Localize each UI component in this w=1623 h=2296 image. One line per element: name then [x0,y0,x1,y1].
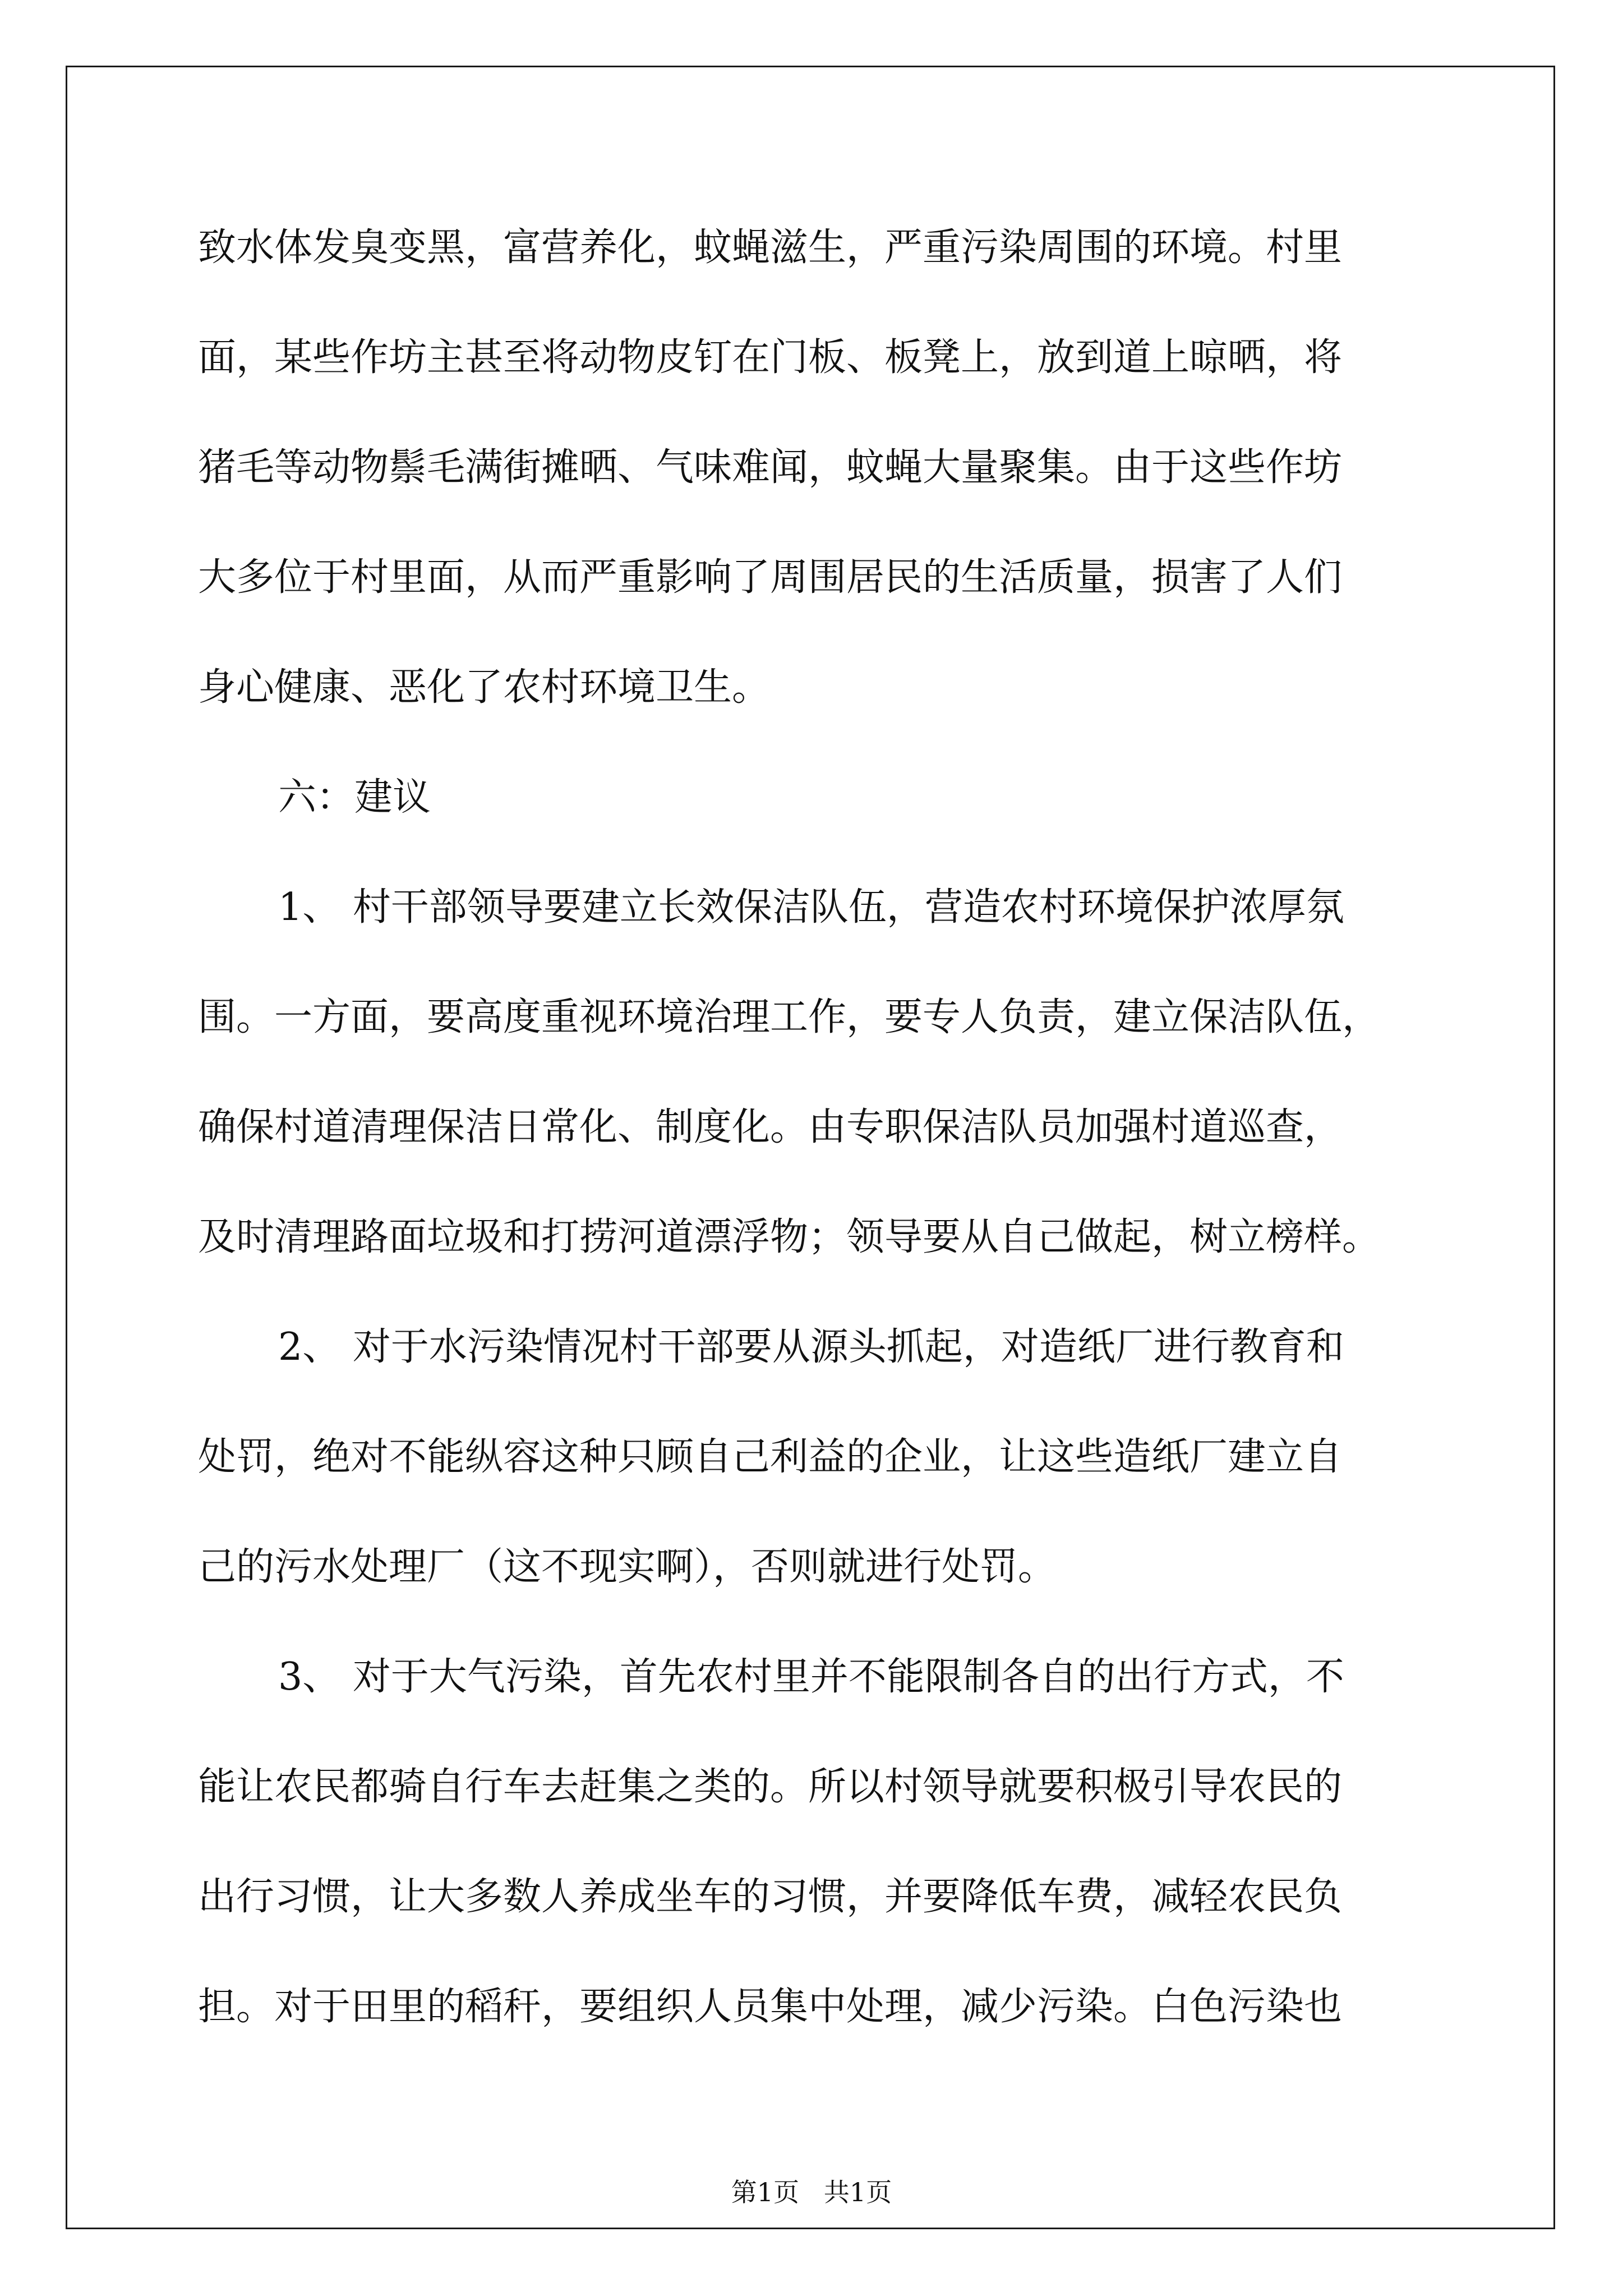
page-number-footer: 第1页 共1页 [731,2177,892,2207]
text-line: 围。一方面，要高度重视环境治理工作，要专人负责，建立保洁队伍， [198,995,1381,1039]
text-line: 处罚，绝对不能纵容这种只顾自己利益的企业，让这些造纸厂建立自 [198,1435,1343,1479]
text-line: 己的污水处理厂（这不现实啊），否则就进行处罚。 [198,1545,1057,1589]
text-line: 致水体发臭变黑，富营养化，蚊蝇滋生，严重污染周围的环境。村里 [198,226,1343,270]
text-line: 确保村道清理保洁日常化、制度化。由专职保洁队员加强村道巡查， [198,1105,1343,1149]
text-line: 及时清理路面垃圾和打捞河道漂浮物；领导要从自己做起，树立榜样。 [198,1215,1381,1259]
list-item-2-line: 2、 对于水污染情况村干部要从源头抓起，对造纸厂进行教育和 [278,1325,1344,1369]
text-line: 出行习惯，让大多数人养成坐车的习惯，并要降低车费，减轻农民负 [198,1875,1343,1919]
text-line: 面，某些作坊主甚至将动物皮钉在门板、板凳上，放到道上晾晒，将 [198,335,1343,380]
text-line: 身心健康、恶化了农村环境卫生。 [198,665,771,710]
text-line: 猪毛等动物鬃毛满街摊晒、气味难闻，蚊蝇大量聚集。由于这些作坊 [198,445,1343,490]
text-line: 能让农民都骑自行车去赶集之类的。所以村领导就要积极引导农民的 [198,1765,1343,1809]
section-heading: 六：建议 [278,775,431,820]
list-item-3-line: 3、 对于大气污染，首先农村里并不能限制各自的出行方式，不 [278,1655,1344,1699]
list-item-1-line: 1、 村干部领导要建立长效保洁队伍，营造农村环境保护浓厚氛 [278,885,1344,930]
text-line: 担。对于田里的稻秆，要组织人员集中处理，减少污染。白色污染也 [198,1985,1343,2029]
text-line: 大多位于村里面，从而严重影响了周围居民的生活质量，损害了人们 [198,555,1343,600]
